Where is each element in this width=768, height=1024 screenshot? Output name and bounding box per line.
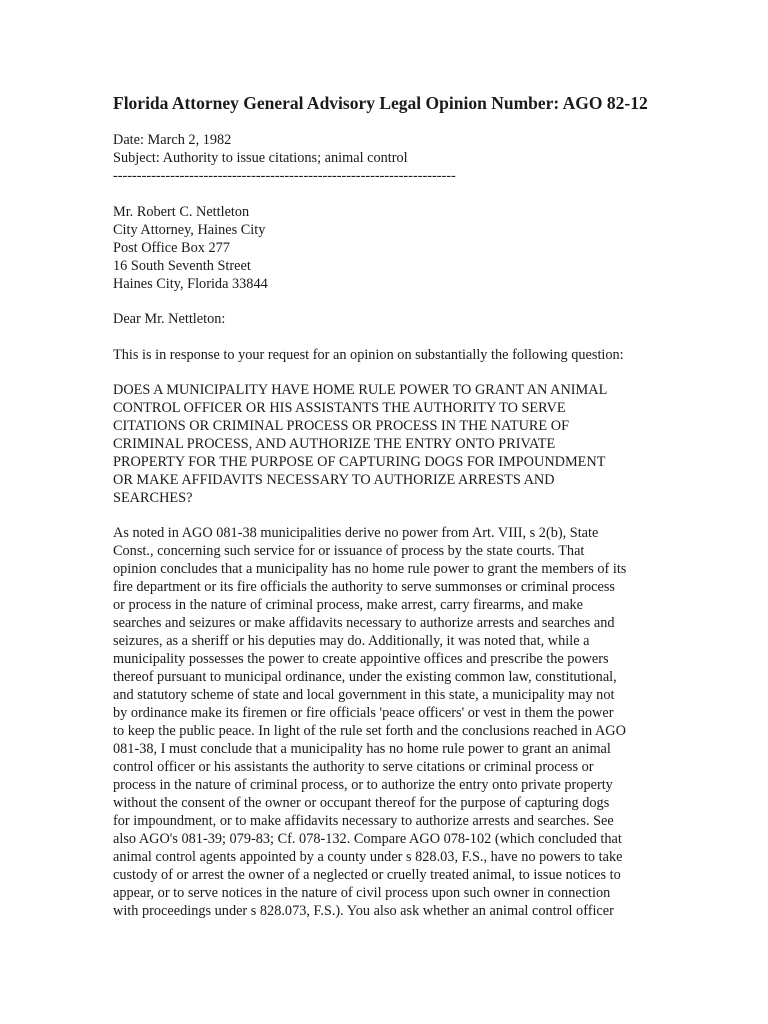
question-line: OR MAKE AFFIDAVITS NECESSARY TO AUTHORIZE ARRESTS AND bbox=[113, 472, 555, 488]
body-line: opinion concludes that a municipality has no home rule power to grant the members of its bbox=[113, 561, 627, 577]
body-line: searches and seizures or make affidavits necessary to authorize arrests and searches and bbox=[113, 615, 615, 631]
body-line: custody of or arrest the owner of a neglected or cruelly treated animal, to issue notices to bbox=[113, 867, 621, 883]
body-line: by ordinance make its firemen or fire officials 'peace officers' or vest in them the power bbox=[113, 705, 614, 721]
body-line: municipality possesses the power to create appointive offices and prescribe the powers bbox=[113, 651, 609, 667]
body-line: process in the nature of criminal process, or to authorize the entry onto private property bbox=[113, 777, 613, 793]
document-date: Date: March 2, 1982 bbox=[113, 132, 232, 148]
body-line: seizures, as a sheriff or his deputies may do. Additionally, it was noted that, while a bbox=[113, 633, 590, 649]
body-line: to keep the public peace. In light of the rule set forth and the conclusions reached in AGO bbox=[113, 723, 626, 739]
body-line: As noted in AGO 081-38 municipalities derive no power from Art. VIII, s 2(b), State bbox=[113, 525, 599, 541]
body-line: also AGO's 081-39; 079-83; Cf. 078-132. Compare AGO 078-102 (which concluded that bbox=[113, 831, 622, 847]
intro-paragraph: This is in response to your request for an opinion on substantially the following question: bbox=[113, 347, 624, 363]
address-line: 16 South Seventh Street bbox=[113, 258, 251, 274]
question-line: CITATIONS OR CRIMINAL PROCESS OR PROCESS IN THE NATURE OF bbox=[113, 418, 570, 434]
body-line: thereof pursuant to municipal ordinance, under the existing common law, constitutional, bbox=[113, 669, 617, 685]
body-line: with proceedings under s 828.073, F.S.). You also ask whether an animal control officer bbox=[113, 903, 614, 919]
question-line: SEARCHES? bbox=[113, 490, 193, 506]
document-meta bbox=[113, 131, 456, 185]
separator-line: ------------------------------------------------------------------------ bbox=[113, 168, 456, 184]
address-line: Mr. Robert C. Nettleton bbox=[113, 204, 250, 220]
salutation: Dear Mr. Nettleton: bbox=[113, 311, 226, 327]
body-line: or process in the nature of criminal process, make arrest, carry firearms, and make bbox=[113, 597, 584, 613]
address-line: Post Office Box 277 bbox=[113, 240, 230, 256]
body-line: control officer or his assistants the authority to serve citations or criminal process or bbox=[113, 759, 594, 775]
body-line: Const., concerning such service for or issuance of process by the state courts. That bbox=[113, 543, 585, 559]
question-line: CRIMINAL PROCESS, AND AUTHORIZE THE ENTRY ONTO PRIVATE bbox=[113, 436, 556, 452]
body-line: 081-38, I must conclude that a municipality has no home rule power to grant an animal bbox=[113, 741, 611, 757]
recipient-address bbox=[113, 203, 268, 293]
question-line: DOES A MUNICIPALITY HAVE HOME RULE POWER TO GRANT AN ANIMAL bbox=[113, 382, 608, 398]
body-line: for impoundment, or to make affidavits necessary to authorize arrests and searches. See bbox=[113, 813, 614, 829]
question-paragraph bbox=[113, 381, 673, 507]
question-line: CONTROL OFFICER OR HIS ASSISTANTS THE AUTHORITY TO SERVE bbox=[113, 400, 566, 416]
address-line: City Attorney, Haines City bbox=[113, 222, 266, 238]
body-line: fire department or its fire officials the authority to serve summonses or criminal process bbox=[113, 579, 615, 595]
document-subject: Subject: Authority to issue citations; animal control bbox=[113, 150, 408, 166]
body-line: without the consent of the owner or occupant thereof for the purpose of capturing dogs bbox=[113, 795, 610, 811]
body-line: animal control agents appointed by a county under s 828.03, F.S., have no powers to take bbox=[113, 849, 623, 865]
question-line: PROPERTY FOR THE PURPOSE OF CAPTURING DOGS FOR IMPOUNDMENT bbox=[113, 454, 606, 470]
body-paragraph bbox=[113, 524, 673, 920]
address-line: Haines City, Florida 33844 bbox=[113, 276, 268, 292]
document-title: Florida Attorney General Advisory Legal Opinion Number: AGO 82-12 bbox=[113, 93, 648, 113]
body-line: and statutory scheme of state and local government in this state, a municipality may not bbox=[113, 687, 615, 703]
body-line: appear, or to serve notices in the nature of civil process upon such owner in connection bbox=[113, 885, 611, 901]
